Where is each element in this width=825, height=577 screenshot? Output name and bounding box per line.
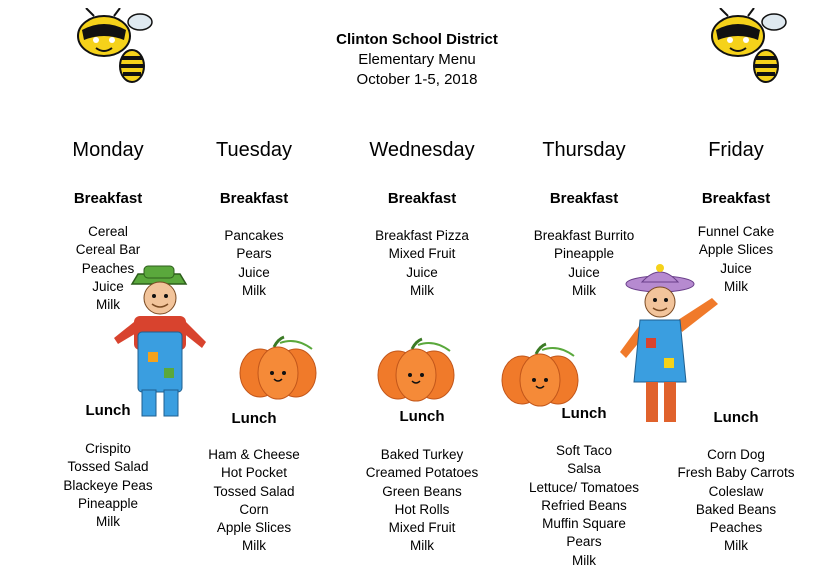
menu-item: Milk [410,282,434,298]
menu-item: Creamed Potatoes [365,465,479,481]
day-heading: Friday [708,139,764,161]
day-heading: Thursday [542,139,626,161]
menu-item: Breakfast Pizza [375,228,469,243]
menu-item: Pancakes [224,228,284,243]
breakfast-heading: Breakfast [387,190,457,207]
breakfast-list [194,227,314,300]
menu-item: Corn Dog [707,447,765,462]
breakfast-heading: Breakfast [701,190,771,207]
pumpkin-icon [496,342,584,408]
menu-item: Breakfast Burrito [533,228,635,243]
menu-header [250,30,584,90]
menu-item: Milk [724,278,748,294]
menu-item: Baked Turkey [380,447,464,462]
breakfast-heading: Breakfast [219,190,289,207]
menu-item: Mixed Fruit [388,520,456,536]
menu-item: Peaches [81,260,135,276]
menu-item: Mixed Fruit [388,246,456,262]
menu-item: Peaches [709,520,763,536]
lunch-heading: Lunch [399,408,445,425]
menu-item: Refried Beans [541,497,627,513]
menu-item: Blackeye Peas [63,477,153,493]
menu-item: Pears [236,246,272,262]
breakfast-heading: Breakfast [549,190,619,207]
lunch-list [48,440,168,531]
menu-item: Tossed Salad [213,483,295,499]
menu-item: Cereal [88,224,128,239]
breakfast-list [352,227,492,300]
menu-item: Juice [568,264,600,280]
yellow-jacket-mascot-icon [74,8,156,84]
breakfast-heading: Breakfast [73,190,143,207]
day-column-wednesday [352,138,492,554]
day-column-thursday [514,138,654,568]
lunch-list [194,446,314,556]
menu-item: Funnel Cake [697,224,775,239]
menu-item: Muffin Square [542,516,626,532]
lunch-heading: Lunch [85,402,131,419]
menu-subtitle: Elementary Menu [358,51,476,68]
day-column-tuesday [194,138,314,554]
yellow-jacket-mascot-icon [708,8,790,84]
menu-item: Hot Pocket [220,465,288,481]
lunch-list [352,446,492,556]
day-heading: Tuesday [216,139,292,161]
menu-item: Juice [406,264,438,280]
menu-item: Baked Beans [695,501,777,517]
menu-item: Milk [410,538,434,554]
menu-item: Cereal Bar [75,242,141,258]
pumpkin-icon [234,335,322,401]
menu-item: Green Beans [382,483,462,499]
menu-dates: October 1-5, 2018 [356,71,478,88]
breakfast-list [514,227,654,300]
menu-item: Apple Slices [698,242,774,258]
breakfast-list [666,223,806,296]
menu-item: Salsa [567,461,601,477]
menu-item: Milk [724,538,748,554]
menu-item: Crispito [85,441,131,456]
menu-item: Ham & Cheese [208,447,300,462]
menu-item: Milk [96,297,120,313]
menu-item: Pears [566,534,602,550]
menu-item: Juice [238,264,270,280]
menu-item: Milk [96,514,120,530]
menu-item: Milk [572,552,596,568]
menu-item: Pineapple [553,246,615,262]
menu-item: Soft Taco [555,443,613,458]
lunch-heading: Lunch [561,405,607,422]
menu-item: Tossed Salad [67,459,149,475]
menu-item: Pineapple [77,495,139,511]
district-title: Clinton School District [336,31,498,48]
menu-item: Juice [92,278,124,294]
lunch-heading: Lunch [231,410,277,427]
day-column-friday [666,138,806,554]
day-heading: Monday [72,139,144,161]
menu-item: Lettuce/ Tomatoes [528,479,640,495]
menu-item: Milk [242,538,266,554]
day-column-monday [48,138,168,530]
menu-item: Hot Rolls [394,501,450,517]
lunch-list [514,442,654,570]
pumpkin-icon [372,337,460,403]
lunch-heading: Lunch [713,409,759,426]
menu-item: Coleslaw [708,483,764,499]
menu-item: Corn [239,501,269,517]
menu-item: Milk [572,282,596,298]
menu-item: Juice [720,260,752,276]
lunch-list [666,446,806,556]
menu-item: Milk [242,282,266,298]
menu-item: Apple Slices [216,520,292,536]
day-heading: Wednesday [369,139,475,161]
breakfast-list [48,223,168,314]
menu-item: Fresh Baby Carrots [677,465,795,481]
